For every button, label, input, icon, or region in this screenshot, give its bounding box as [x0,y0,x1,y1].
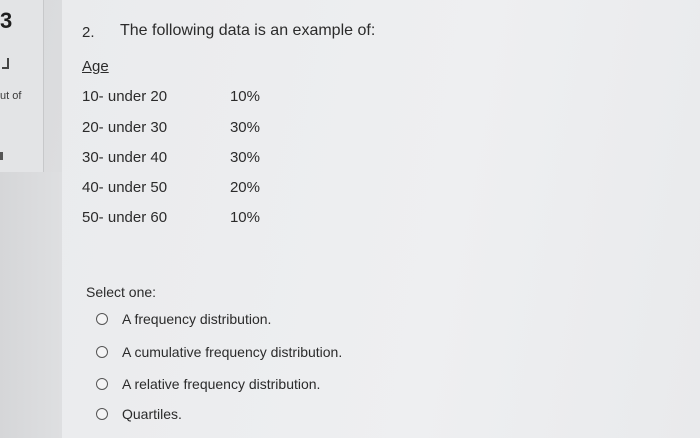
age-range: 10- under 20 [82,88,168,105]
answer-option-label: A frequency distribution. [122,311,272,327]
age-range: 30- under 40 [82,149,168,166]
answer-option-label: Quartiles. [122,406,182,422]
table-header-age: Age [82,58,109,75]
answer-option-b[interactable] [96,342,342,362]
radio-button[interactable] [96,408,108,420]
answer-option-d[interactable] [96,404,182,424]
percentage: 10% [229,88,260,105]
radio-button[interactable] [96,378,108,390]
question-content [62,0,700,438]
answer-option-a[interactable] [96,309,271,329]
radio-button[interactable] [96,313,108,325]
points-out-of-text: ut of [0,90,22,102]
question-info-panel [0,0,44,173]
percentage: 30% [229,119,260,136]
flag-icon[interactable] [2,58,9,69]
edit-marker-icon [0,152,3,160]
answer-option-label: A relative frequency distribution. [122,376,321,392]
question-number: 2. [82,24,95,41]
age-range: 20- under 30 [82,119,168,136]
question-number-sidebar: 3 [0,8,13,33]
select-one-prompt: Select one: [86,284,157,300]
sidebar-background [0,172,62,438]
age-range: 50- under 60 [82,209,168,226]
question-text: The following data is an example of: [120,22,376,39]
age-range: 40- under 50 [82,179,168,196]
percentage: 20% [229,179,260,196]
radio-button[interactable] [96,346,108,358]
answer-option-c[interactable] [96,374,320,394]
percentage: 30% [229,149,260,166]
answer-option-label: A cumulative frequency distribution. [122,344,343,360]
percentage: 10% [229,209,260,226]
